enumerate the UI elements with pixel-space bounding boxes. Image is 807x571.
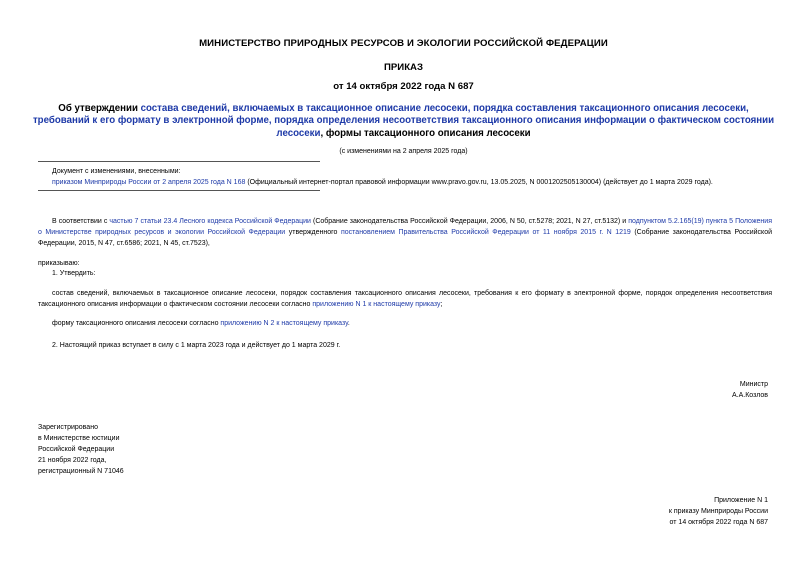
forest-code-link[interactable]: частью 7 статьи 23.4 Лесного кодекса Российской Федерации xyxy=(109,218,311,225)
signatory-position: Министр xyxy=(739,381,768,388)
registration-line-3: Российской Федерации xyxy=(38,446,115,453)
item-1-approve: 1. Утвердить: xyxy=(52,270,96,277)
registration-line-2: в Министерстве юстиции xyxy=(38,435,120,442)
changes-note: (с изменениями на 2 апреля 2025 года) xyxy=(339,148,468,155)
appendix-1-link[interactable]: приложению N 1 к настоящему приказу xyxy=(312,301,441,308)
government-resolution-link[interactable]: постановлением Правительства Российской Федерации от 11 ноября 2015 г. N 1219 xyxy=(340,229,631,236)
preamble-text-3: утвержденного xyxy=(285,229,341,236)
content-text: состав сведений, включаемых в таксационное описание лесосеки, порядок составления таксационного описания лесосеки, требования к его формату в электронной форме, порядок определения несоответствия таксационного описания информации о фактическом состоянии лесосеки согласно xyxy=(38,290,772,308)
ministry-heading: МИНИСТЕРСТВО ПРИРОДНЫХ РЕСУРСОВ И ЭКОЛОГИИ РОССИЙСКОЙ ФЕДЕРАЦИИ xyxy=(199,38,608,49)
form-text: форму таксационного описания лесосеки согласно xyxy=(52,320,221,327)
form-paragraph xyxy=(52,318,350,329)
form-end: . xyxy=(347,320,350,327)
appendix-2-link[interactable]: приложению N 2 к настоящему приказу xyxy=(220,320,348,327)
amendment-order-link[interactable]: приказом Минприроды России от 2 апреля 2025 года N 168 xyxy=(52,179,246,186)
registration-block xyxy=(38,422,238,477)
order-word: приказываю: xyxy=(38,260,80,267)
document-title xyxy=(30,103,777,140)
amendments-line xyxy=(52,177,782,188)
amendments-bottom-divider xyxy=(38,190,320,191)
preamble-text-1: В соответствии с xyxy=(52,218,110,225)
preamble-text-4: (Собрание законодательства Российской Федерации, 2015, N 47, ст.6586; 2021, N 45, ст.7523), xyxy=(38,229,772,247)
registration-line-5: регистрационный N 71046 xyxy=(38,468,124,475)
amendments-intro: Документ с изменениями, внесенными: xyxy=(52,168,181,175)
appendix-line-3: от 14 октября 2022 года N 687 xyxy=(669,519,768,526)
appendix-line-1: Приложение N 1 xyxy=(714,497,768,504)
signature-block xyxy=(600,379,768,401)
title-prefix: Об утверждении xyxy=(58,103,141,114)
title-link[interactable]: состава сведений, включаемых в таксационное описание лесосеки, порядка составления таксационного описания лесосеки, требований к его формату в электронной форме, порядка определения несоответствия таксационного описания информации о фактическом состоянии лесосеки xyxy=(32,103,775,139)
appendix-header xyxy=(560,495,768,528)
document-type-heading: ПРИКАЗ xyxy=(384,62,423,73)
title-suffix: , формы таксационного описания лесосеки xyxy=(320,127,531,139)
amendments-top-divider xyxy=(38,161,320,162)
preamble-paragraph xyxy=(38,216,772,249)
order-date-number: от 14 октября 2022 года N 687 xyxy=(333,81,474,92)
item-2-effective-date: 2. Настоящий приказ вступает в силу с 1 марта 2023 года и действует до 1 марта 2029 г. xyxy=(52,342,341,349)
amendments-block xyxy=(52,166,782,188)
ministry-regulation-link[interactable]: подпунктом 5.2.165(19) пункта 5 Положения о Министерстве природных ресурсов и экологии Российской Федерации xyxy=(38,218,772,236)
amendment-details: (Официальный интернет-портал правовой информации www.pravo.gov.ru, 13.05.2025, N 0001202505130004) (действует до 1 марта 2029 года). xyxy=(245,179,713,186)
registration-line-4: 21 ноября 2022 года, xyxy=(38,457,107,464)
content-end: ; xyxy=(440,301,443,308)
signatory-name: А.А.Козлов xyxy=(731,392,768,399)
appendix-line-2: к приказу Минприроды России xyxy=(668,508,768,515)
preamble-text-2: (Собрание законодательства Российской Федерации, 2006, N 50, ст.5278; 2021, N 27, ст.5132) и xyxy=(310,218,629,225)
approved-content-paragraph xyxy=(38,288,772,310)
registration-line-1: Зарегистрировано xyxy=(38,424,98,431)
